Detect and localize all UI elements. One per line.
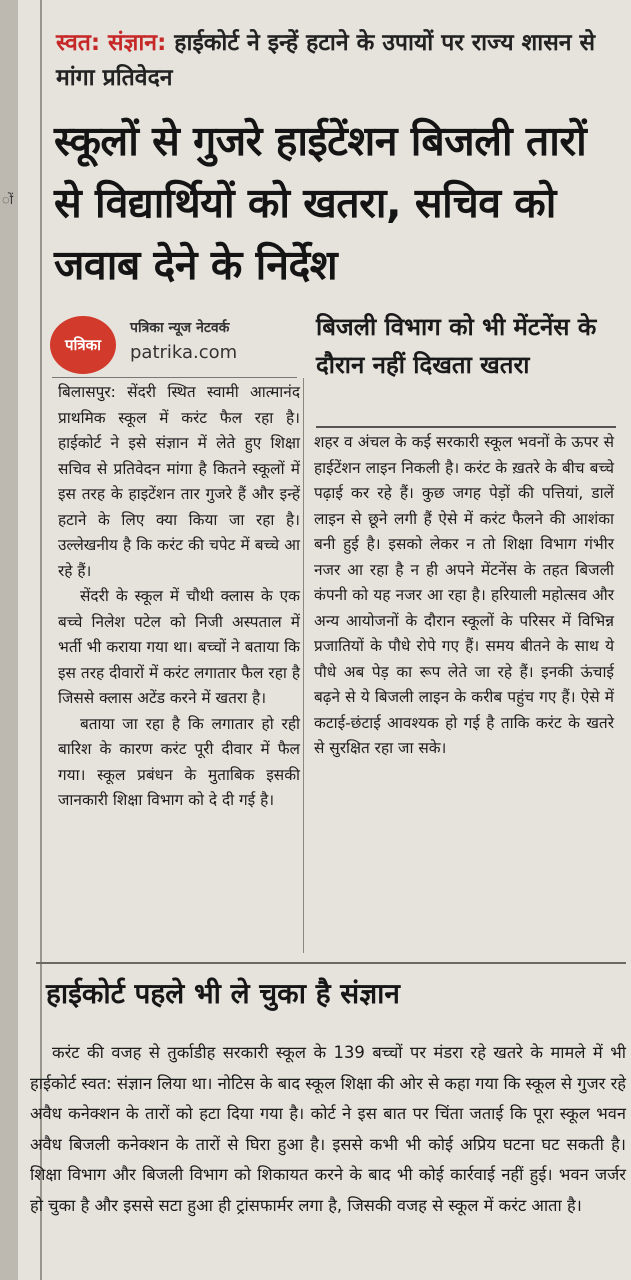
paragraph: सेंदरी के स्कूल में चौथी क्लास के एक बच्चे निलेश पटेल को निजी अस्पताल में भर्ती भी कराया गया था। बच्चों ने बताया कि इस तरह दीवारों में करंट लगातार फैल रहा है जिससे क्लास अटेंड करने में खतरा है।: [58, 587, 300, 707]
publisher-brand: [50, 312, 300, 378]
left-column: [58, 380, 300, 814]
column-divider: [303, 378, 304, 953]
kicker-line: [56, 26, 616, 96]
network-name: पत्रिका न्यूज नेटवर्क: [130, 320, 230, 336]
sub-headline: बिजली विभाग को भी मेंटनेंस के दौरान नहीं दिखता खतरा: [316, 313, 597, 379]
headline: स्कूलों से गुजरे हाईटेंशन बिजली तारों से विद्यार्थियों को खतरा, सचिव को जवाब देने के निर्देश: [54, 117, 587, 289]
section-divider: [36, 962, 626, 964]
right-column: [314, 430, 614, 762]
adjacent-page-edge: [0, 0, 18, 1280]
section-body: [30, 1022, 626, 1238]
paragraph: बिलासपुर: सेंदरी स्थित स्वामी आत्मानंद प्राथमिक स्कूल में करंट फैल रहा है। हाईकोर्ट ने इसे संज्ञान में लेते हुए शिक्षा सचिव से प्रतिवेदन मांगा है कितने स्कूलों में इस तरह के हाइटेंशन तार गुजरे हैं और इन्हें हटाने के लिए क्या किया जा रहा है। उल्लेखनीय है कि करंट की चपेट में बच्चे आ रहे हैं।: [58, 383, 300, 580]
section-title: हाईकोर्ट पहले भी ले चुका है संज्ञान: [46, 977, 400, 1010]
kicker-text: हाईकोर्ट ने इन्हें हटाने के उपायों पर राज्य शासन से मांगा प्रतिवेदन: [56, 30, 596, 91]
paragraph: करंट की वजह से तुर्काडीह सरकारी स्कूल के 139 बच्चों पर मंडरा रहे खतरे के मामले में भी हाईकोर्ट स्वत: संज्ञान लिया था। नोटिस के बाद स्कूल शिक्षा की ओर से कहा गया कि स्कूल से गुजर रहे अवैध कनेक्शन के तारों को हटा दिया गया है। कोर्ट ने इस बात पर चिंता जताई कि पूरा स्कूल भवन अवैध बिजली कनेक्शन के तारों से घिरा हुआ है। इससे कभी भी कोई अप्रिय घटना घट सकती है। शिक्षा विभाग और बिजली विभाग को शिकायत करने के बाद भी कोई कार्रवाई नहीं हुई। भवन जर्जर हो चुका है और इससे सटा हुआ ही ट्रांसफार्मर लगा है, जिसकी वजह से स्कूल में करंट आता है।: [30, 1043, 626, 1215]
website-label: patrika.com: [130, 342, 238, 363]
paragraph: शहर व अंचल के कई सरकारी स्कूल भवनों के ऊपर से हाईटेंशन लाइन निकली है। करंट के ख़तरे के बीच बच्चे पढ़ाई कर रहे हैं। कुछ जगह पेड़ों की पत्तियां, डालें लाइन से छूने लगी हैं ऐसे में करंट फैलने की आशंका बनी हुई है। इसको लेकर न तो शिक्षा विभाग गंभीर नजर आ रहा है न ही अपने मेंटनेंस के तहत बिजली कंपनी को यह नजर आ रहा है। हरियाली महोत्सव और अन्य आयोजनों के दौरान स्कूलों के परिसर में विभिन्न प्रजातियों के पौधे रोपे गए हैं। समय बीतने के साथ ये पौधे अब पेड़ का रूप लेते जा रहे हैं। इनकी ऊंचाई बढ़ने से ये बिजली लाइन के करीब पहुंच गए हैं। ऐसे में कटाई-छंटाई आवश्यक हो गई है ताकि करंट के खतरे से सुरक्षित रहा जा सके।: [314, 433, 614, 757]
paragraph: बताया जा रहा है कि लगातार हो रही बारिश के कारण करंट पूरी दीवार में फैल गया। स्कूल प्रबंधन के मुताबिक इसकी जानकारी शिक्षा विभाग को दे दी गई है।: [58, 714, 300, 809]
patrika-logo: पत्रिका: [50, 316, 116, 374]
margin-fragment: ों: [2, 193, 14, 208]
byline-divider: [52, 377, 297, 378]
subhead-rule: [316, 426, 616, 428]
kicker-lead: स्वत: संज्ञान:: [56, 30, 167, 56]
